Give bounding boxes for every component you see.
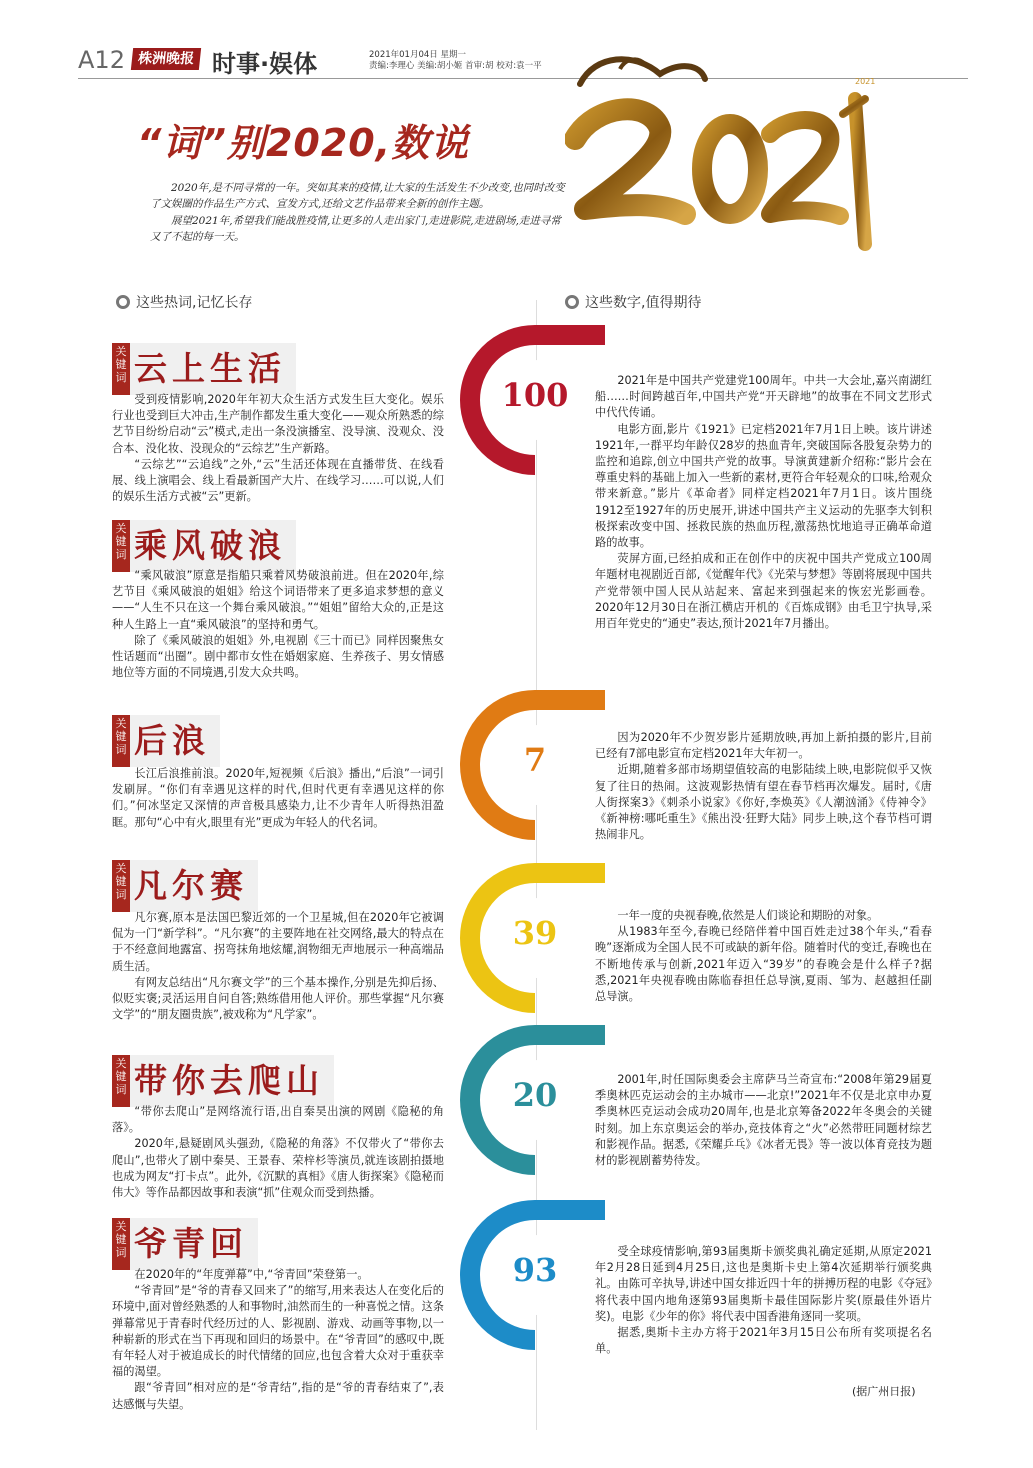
newspaper-logo: 株洲晚报 <box>131 48 201 70</box>
number-value: 39 <box>512 914 558 952</box>
keyword-paragraph: “云综艺”“云追线”之外,“云”生活还体现在直播带货、在线看展、线上演唱会、线上看最新国产大片、在线学习……可以说,人们的娱乐生活方式被“云”更新。 <box>112 457 444 504</box>
editor-credits: 责编:李理心 美编:胡小姬 首审:胡 校对:袁一平 <box>369 61 542 71</box>
keyword-paragraph: 长江后浪推前浪。2020年,短视频《后浪》播出,“后浪”一词引发刷屏。“你们有幸遇见这样的时代,但时代更有幸遇见这样的你们。”何冰坚定又深情的声音极具感染力,让不少青年人听得热泪盈眶。那句“心中有火,眼里有光”更成为年轻人的代名词。 <box>112 767 444 829</box>
keyword-body <box>112 1104 444 1201</box>
page-number: A12 <box>78 46 125 74</box>
calligraphy-2021-art <box>565 44 885 254</box>
number-paragraph: 2001年,时任国际奥委会主席萨马兰奇宣布:“2008年第29届夏季奥林匹克运动会的主办城市——北京!”2021年不仅是北京申办夏季奥林匹克运动会成功20周年,也是北京筹备2022年冬奥会的关键时刻。加上东京奥运会的举办,竞技体育之“火”必然带旺同题材综艺和影视作品。据悉,《荣耀乒乓》《冰者无畏》等一波以体育竞技为题材的影视剧蓄势待发。 <box>595 1073 932 1168</box>
intro-text <box>150 180 570 246</box>
keyword-block <box>112 715 442 767</box>
right-column-heading <box>565 292 701 312</box>
number-body <box>595 1244 932 1357</box>
intro-paragraph: 展望2021年,希望我们能战胜疫情,让更多的人走出家门,走进影院,走进剧场,走进寻常又了不起的每一天。 <box>150 214 561 244</box>
keyword-title: 凡尔赛 <box>130 860 258 912</box>
left-heading-text: 这些热词,记忆长存 <box>136 295 253 311</box>
number-paragraph: 从1983年至今,春晚已经陪伴着中国百姓走过38个年头,“看春晚”逐渐成为全国人民不可或缺的新年俗。随着时代的变迁,春晚也在不断地传承与创新,2021年迈入“39岁”的春晚会是什么样子?据悉,2021年央视春晚由陈临春担任总导演,夏雨、邹为、赵越担任副总导演。 <box>595 925 932 1004</box>
keyword-body <box>112 910 444 1023</box>
right-heading-text: 这些数字,值得期待 <box>585 295 702 311</box>
keyword-body <box>112 392 444 505</box>
keyword-paragraph: 凡尔赛,原本是法国巴黎近郊的一个卫星城,但在2020年它被调侃为一门“新学科”。“凡尔赛”的主要阵地在社交网络,最大的特点在于不经意间地露富、拐弯抹角地炫耀,润物细无声地展示一种高端品质生活。 <box>112 911 444 973</box>
keyword-block <box>112 520 442 572</box>
keyword-body <box>112 568 444 681</box>
keyword-tag: 关键词 <box>112 1218 130 1270</box>
number-value: 93 <box>512 1251 558 1289</box>
keyword-tag: 关键词 <box>112 520 130 572</box>
section-title: 时事·娱体 <box>212 50 318 78</box>
number-body <box>595 908 932 1005</box>
keyword-tag: 关键词 <box>112 860 130 912</box>
keyword-block <box>112 1055 442 1107</box>
keyword-paragraph: “带你去爬山”是网络流行语,出自秦昊出演的网剧《隐秘的角落》。 <box>112 1105 444 1135</box>
art-year-text: 2021 <box>855 77 876 86</box>
intro-paragraph: 2020年,是不同寻常的一年。突如其来的疫情,让大家的生活发生不少改变,也同时改变了文娱圈的作品生产方式、宣发方式,还给文艺作品带来全新的创作主题。 <box>150 182 565 211</box>
source-credit: (据广州日报) <box>852 1385 916 1398</box>
circle-bullet-icon <box>116 295 130 309</box>
keyword-paragraph: “乘风破浪”原意是指船只乘着风势破浪前进。但在2020年,综艺节目《乘风破浪的姐姐》给这个词语带来了更多追求梦想的意义——“人生不只在这一个舞台乘风破浪。”“姐姐”留给大众的,正是这种人生路上一直“乘风破浪”的坚持和勇气。 <box>112 569 444 631</box>
keyword-title: 云上生活 <box>130 343 296 395</box>
keyword-paragraph: “爷青回”是“爷的青春又回来了”的缩写,用来表达人在变化后的环境中,面对曾经熟悉的人和事物时,油然而生的一种喜悦之情。这条弹幕常见于青春时代经历过的人、影视剧、游戏、动画等事物,以一种崭新的形式在当下再现和回归的场景中。在“爷青回”的感叹中,既有年轻人对于被追成长的时代情绪的回应,也包含着大众对于重获幸福的渴望。 <box>112 1284 444 1379</box>
number-value: 100 <box>501 376 569 414</box>
number-paragraph: 受全球疫情影响,第93届奥斯卡颁奖典礼确定延期,从原定2021年2月28日延到4月25日,这也是奥斯卡史上第4次延期举行颁奖典礼。由陈可辛执导,讲述中国女排近四十年的拼搏历程的电影《夺冠》将代表中国内地角逐第93届奥斯卡最佳国际影片奖(原最佳外语片奖)。电影《少年的你》将代表中国香港角逐同一奖项。 <box>595 1245 932 1323</box>
keyword-paragraph: 除了《乘风破浪的姐姐》外,电视剧《三十而已》同样因聚焦女性话题而“出圈”。剧中都市女性在婚姻家庭、生养孩子、男女情感地位等方面的不同境遇,引发大众共鸣。 <box>112 633 444 680</box>
keyword-block <box>112 1218 442 1270</box>
number-body <box>595 730 932 843</box>
keyword-paragraph: 2020年,悬疑剧风头强劲,《隐秘的角落》不仅带火了“带你去爬山”,也带火了剧中秦昊、王景春、荣梓杉等演员,就连该剧拍摄地也成为网友“打卡点”。此外,《沉默的真相》《唐人街探案》《隐秘而伟大》等作品都因故事和表演“抓”住观众而受到热播。 <box>112 1137 444 1200</box>
keyword-paragraph: 跟“爷青回”相对应的是“爷青结”,指的是“爷的青春结束了”,表达感慨与失望。 <box>112 1381 444 1411</box>
number-paragraph: 2021年是中国共产党建党100周年。中共一大会址,嘉兴南湖红船……时间跨越百年,中国共产党“开天辟地”的故事在不同文艺形式中代代传诵。 <box>595 374 932 420</box>
keyword-paragraph: 有网友总结出“凡尔赛文学”的三个基本操作,分别是先抑后扬、似贬实褒;灵活运用自问自答;熟练借用他人评价。那些掌握“凡尔赛文学”的“朋友圈贵族”,被戏称为“凡学家”。 <box>112 975 444 1022</box>
keyword-title: 乘风破浪 <box>130 520 296 572</box>
left-column-heading <box>116 292 252 312</box>
circle-bullet-icon <box>565 295 579 309</box>
number-body <box>595 373 932 632</box>
keyword-title: 后浪 <box>130 715 220 767</box>
keyword-title: 带你去爬山 <box>130 1055 334 1107</box>
number-paragraph: 据悉,奥斯卡主办方将于2021年3月15日公布所有奖项提名名单。 <box>595 1326 932 1356</box>
number-value: 20 <box>512 1076 558 1114</box>
keyword-body <box>112 766 444 831</box>
number-body <box>595 1072 932 1169</box>
number-paragraph: 一年一度的央视春晚,依然是人们谈论和期盼的对象。 <box>617 909 879 922</box>
keyword-block <box>112 343 442 395</box>
keyword-paragraph: 受到疫情影响,2020年年初大众生活方式发生巨大变化。娱乐行业也受到巨大冲击,生产制作都发生重大变化——观众所熟悉的综艺节目纷纷启动“云”模式,走出一条没演播室、没导演、没观众、没合本、没化妆、没现众的“云综艺”生产新路。 <box>112 393 444 455</box>
number-value: 7 <box>523 741 547 779</box>
number-paragraph: 电影方面,影片《1921》已定档2021年7月1日上映。该片讲述1921年,一群平均年龄仅28岁的热血青年,突破国际各股复杂势力的监控和追踪,创立中国共产党的故事。导演黄建新介绍称:“影片会在尊重史料的基础上加入一些新的素材,更符合年轻观众的口味,给观众带来新意。”影片《革命者》同样定档2021年7月1日。该片围绕1912至1927年的历史展开,讲述中国共产主义运动的先驱李大钊积极探索改变中国、拯救民族的热血历程,激荡热忱地追寻正确革命道路的故事。 <box>595 422 932 550</box>
keyword-tag: 关键词 <box>112 1055 130 1107</box>
keyword-tag: 关键词 <box>112 715 130 767</box>
keyword-title: 爷青回 <box>130 1218 258 1270</box>
number-paragraph: 因为2020年不少贺岁影片延期放映,再加上新拍摄的影片,目前已经有7部电影宣布定档2021年大年初一。 <box>595 731 932 761</box>
keyword-body <box>112 1267 444 1413</box>
issue-date: 2021年01月04日 星期一 <box>369 50 466 60</box>
number-paragraph: 近期,随着多部市场期望值较高的电影陆续上映,电影院似乎又恢复了往日的热闹。这波观影热情有望在春节档再次爆发。届时,《唐人街探案3》《刺杀小说家》《你好,李焕英》《人潮汹涌》《侍神令》《新神榜:哪吒重生》《熊出没·狂野大陆》同步上映,这个春节档可谓热闹非凡。 <box>595 763 932 842</box>
keyword-block <box>112 860 442 912</box>
number-paragraph: 荧屏方面,已经拍成和正在创作中的庆祝中国共产党成立100周年题材电视剧近百部,《觉醒年代》《光荣与梦想》等剧将展现中国共产党带领中国人民从站起来、富起来到强起来的恢宏光影画卷。2020年12月30日在浙江横店开机的《百炼成钢》由毛卫宁执导,采用百年党史的“通史”表达,预计2021年7月播出。 <box>595 552 932 631</box>
keyword-paragraph: 在2020年的“年度弹幕”中,“爷青回”荣登第一。 <box>134 1268 369 1281</box>
keyword-tag: 关键词 <box>112 343 130 395</box>
dateline <box>369 50 542 72</box>
page-headline: “词”别2020,数说 <box>137 121 470 165</box>
